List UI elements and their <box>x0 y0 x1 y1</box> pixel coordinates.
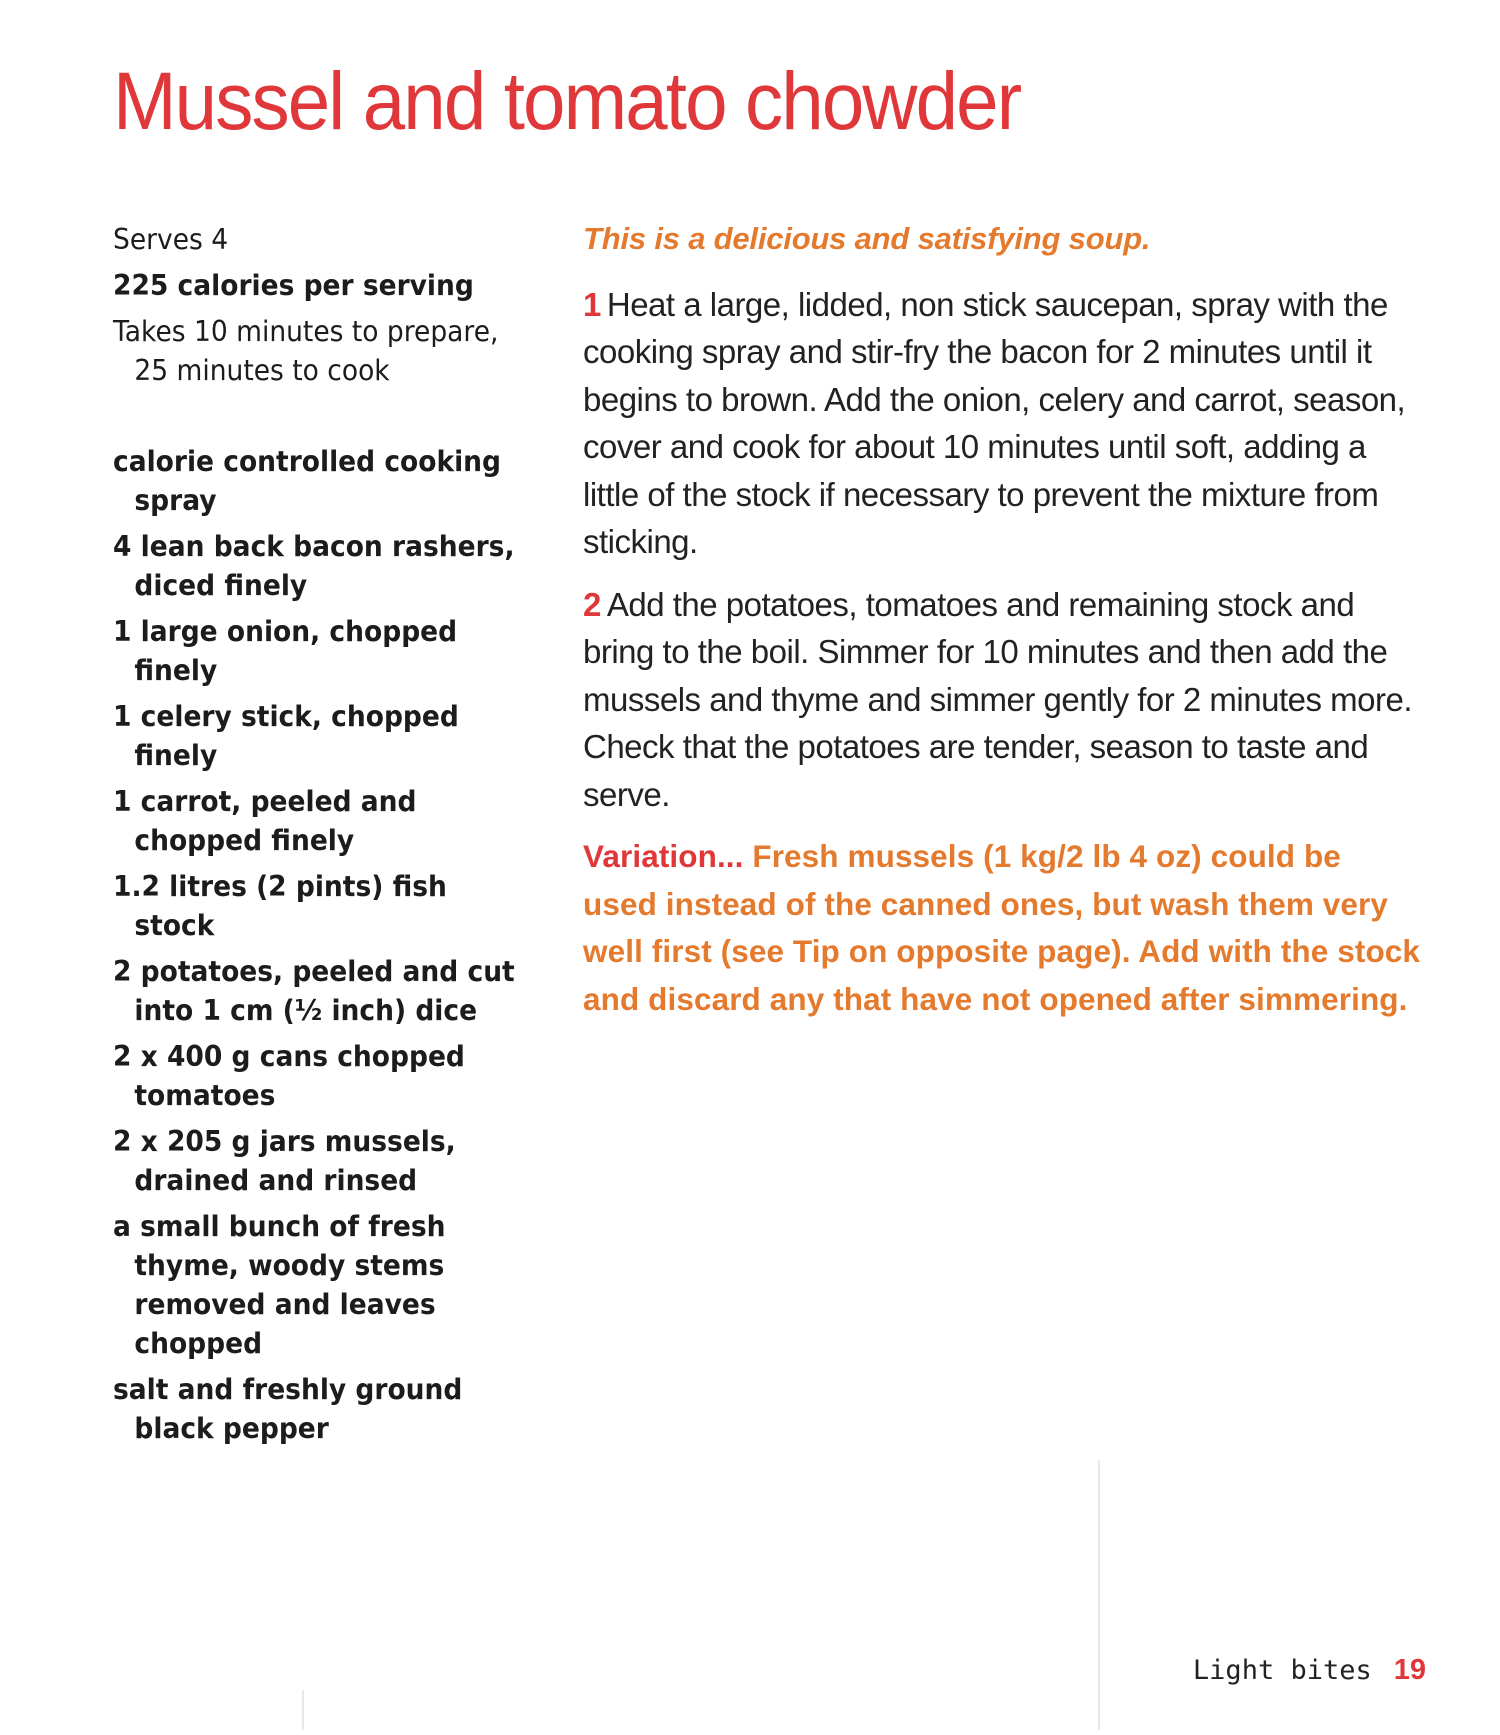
method-step <box>583 581 1423 819</box>
step-number: 2 <box>583 585 601 623</box>
ingredient-item: 2 x 400 g cans chopped tomatoes <box>113 1040 465 1112</box>
step-number: 1 <box>583 285 601 323</box>
calories-line: 225 calories per serving <box>113 269 474 302</box>
scan-mark <box>1098 1460 1100 1730</box>
ingredient-item: 1 celery stick, chopped finely <box>113 700 459 772</box>
page-number: 19 <box>1393 1654 1426 1686</box>
ingredient-item: calorie controlled cooking spray <box>113 445 502 517</box>
method-step <box>583 281 1423 566</box>
ingredient-item: 1 large onion, chopped finely <box>113 615 458 687</box>
recipe-sidebar <box>113 220 522 1455</box>
scan-mark <box>302 1690 304 1730</box>
ingredient-item: a small bunch of fresh thyme, woody stems removed and leaves chopped <box>113 1210 446 1360</box>
variation-note <box>583 833 1423 1023</box>
time-line: Takes 10 minutes to prepare, 25 minutes to cook <box>113 315 499 387</box>
ingredient-item: 1.2 litres (2 pints) fish stock <box>113 870 447 942</box>
page-title: Mussel and tomato chowder <box>113 56 1021 147</box>
ingredient-item: 2 x 205 g jars mussels, drained and rinsed <box>113 1125 456 1197</box>
serves-line: Serves 4 <box>113 223 229 256</box>
step-text: Heat a large, lidded, non stick saucepan, spray with the cooking spray and stir-fry the bacon for 2 minutes until it begins to brown. Add the onion, celery and carrot, season, cover and cook for about 10 minutes until soft, adding a little of the stock if necessary to prevent the mixture from sticking. <box>583 285 1406 560</box>
ingredient-item: 4 lean back bacon rashers, diced finely <box>113 530 515 602</box>
variation-text: Fresh mussels (1 kg/2 lb 4 oz) could be used instead of the canned ones, but wash them very well first (see Tip on opposite page). Add with the stock and discard any that have not opened after simmering. <box>583 838 1421 1017</box>
spacer <box>113 397 522 442</box>
ingredient-list <box>113 442 522 1448</box>
method-column <box>583 215 1423 1023</box>
variation-label: Variation... <box>583 838 744 874</box>
intro-text: This is a delicious and satisfying soup. <box>583 221 1151 256</box>
page-footer <box>1193 1654 1426 1687</box>
ingredient-item: 1 carrot, peeled and chopped finely <box>113 785 417 857</box>
ingredient-item: 2 potatoes, peeled and cut into 1 cm (½ inch) dice <box>113 955 515 1027</box>
section-name: Light bites <box>1192 1655 1372 1686</box>
step-text: Add the potatoes, tomatoes and remaining stock and bring to the boil. Simmer for 10 minutes and then add the mussels and thyme and simmer gently for 2 minutes more. Check that the potatoes are tender, season to taste and serve. <box>583 585 1413 813</box>
ingredient-item: salt and freshly ground black pepper <box>113 1373 463 1445</box>
